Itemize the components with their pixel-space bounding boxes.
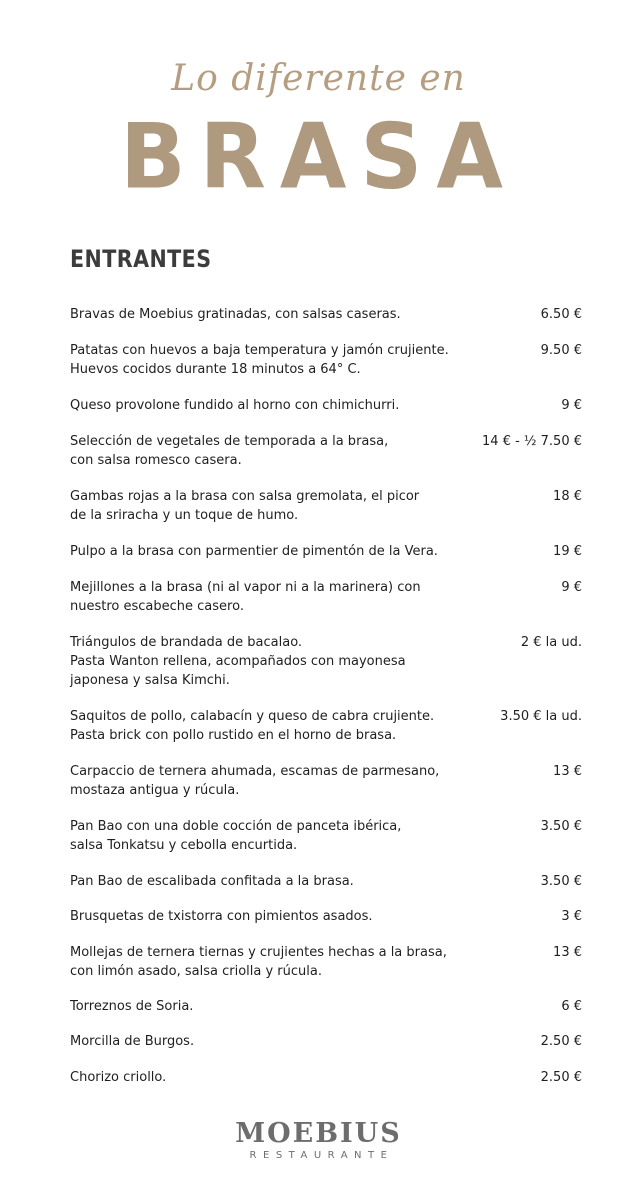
menu-item-description bbox=[70, 817, 470, 855]
menu-item-line: Mollejas de ternera tiernas y crujientes hechas a la brasa, bbox=[70, 945, 447, 960]
menu-item-line: Gambas rojas a la brasa con salsa gremolata, el picor bbox=[70, 489, 420, 504]
menu-item-description bbox=[70, 432, 470, 470]
menu-item-line: Brusquetas de txistorra con pimientos asados. bbox=[70, 909, 373, 924]
menu-item-price: 6.50 € bbox=[540, 307, 582, 322]
menu-item-line: con limón asado, salsa criolla y rúcula. bbox=[70, 964, 322, 979]
menu-item bbox=[70, 578, 582, 616]
menu-item-description bbox=[70, 305, 470, 324]
menu-item-line: Pasta brick con pollo rustido en el horno de brasa. bbox=[70, 728, 397, 743]
menu-item-line: de la sriracha y un toque de humo. bbox=[70, 508, 299, 523]
menu-item-line: Pan Bao de escalibada confitada a la brasa. bbox=[70, 874, 354, 889]
menu-item bbox=[70, 817, 582, 855]
menu-item-description bbox=[70, 396, 470, 415]
menu-item-line: Morcilla de Burgos. bbox=[70, 1034, 195, 1049]
menu-item-line: Patatas con huevos a baja temperatura y jamón crujiente. bbox=[70, 343, 449, 358]
menu-item bbox=[70, 432, 582, 470]
menu-item-description bbox=[70, 578, 470, 616]
menu-item bbox=[70, 872, 582, 891]
menu-item-line: Pulpo a la brasa con parmentier de pimentón de la Vera. bbox=[70, 544, 438, 559]
menu-item-description bbox=[70, 341, 470, 379]
menu-list bbox=[70, 305, 582, 1087]
menu-item-line: Huevos cocidos durante 18 minutos a 64° C. bbox=[70, 362, 361, 377]
menu-item-description bbox=[70, 907, 470, 926]
restaurant-logo: MOEBIUS bbox=[235, 1118, 402, 1149]
menu-item-description bbox=[70, 872, 470, 891]
menu-item-line: Pan Bao con una doble cocción de panceta ibérica, bbox=[70, 819, 402, 834]
menu-item-price: 13 € bbox=[553, 945, 582, 960]
menu-item bbox=[70, 542, 582, 561]
menu-item bbox=[70, 305, 582, 324]
menu-item-description bbox=[70, 1032, 470, 1051]
menu-item-price: 9 € bbox=[561, 398, 582, 413]
menu-item-price: 13 € bbox=[553, 764, 582, 779]
menu-item-description bbox=[70, 542, 470, 561]
menu-item-description bbox=[70, 487, 470, 525]
menu-item-price: 3 € bbox=[561, 909, 582, 924]
menu-item-price: 3.50 € bbox=[540, 874, 582, 889]
menu-item-description bbox=[70, 1068, 470, 1087]
menu-item bbox=[70, 396, 582, 415]
menu-item bbox=[70, 907, 582, 926]
menu-header bbox=[0, 55, 637, 210]
menu-item-line: Pasta Wanton rellena, acompañados con mayonesa bbox=[70, 654, 406, 669]
menu-item bbox=[70, 341, 582, 379]
menu-item-line: Mejillones a la brasa (ni al vapor ni a la marinera) con bbox=[70, 580, 421, 595]
menu-item-line: Saquitos de pollo, calabacín y queso de cabra crujiente. bbox=[70, 709, 435, 724]
menu-item bbox=[70, 762, 582, 800]
menu-item-price: 19 € bbox=[553, 544, 582, 559]
menu-item-description bbox=[70, 943, 470, 981]
main-title: BRASA bbox=[120, 104, 517, 210]
menu-item-description bbox=[70, 997, 470, 1016]
menu-item-line: Bravas de Moebius gratinadas, con salsas caseras. bbox=[70, 307, 401, 322]
menu-item bbox=[70, 997, 582, 1016]
footer-logo bbox=[0, 1118, 637, 1161]
menu-item-description bbox=[70, 633, 470, 690]
section-title: ENTRANTES bbox=[70, 245, 212, 273]
menu-item-description bbox=[70, 707, 470, 745]
menu-item-price: 2.50 € bbox=[540, 1070, 582, 1085]
script-title: Lo diferente en bbox=[171, 58, 466, 99]
menu-item bbox=[70, 943, 582, 981]
menu-item-line: Queso provolone fundido al horno con chimichurri. bbox=[70, 398, 400, 413]
menu-item bbox=[70, 1068, 582, 1087]
menu-item-line: Triángulos de brandada de bacalao. bbox=[70, 635, 303, 650]
menu-item bbox=[70, 633, 582, 690]
menu-item-line: japonesa y salsa Kimchi. bbox=[70, 673, 230, 688]
menu-item-price: 9.50 € bbox=[540, 343, 582, 358]
menu-item-line: Selección de vegetales de temporada a la brasa, bbox=[70, 434, 389, 449]
menu-item-price: 3.50 € bbox=[540, 819, 582, 834]
menu-item-line: salsa Tonkatsu y cebolla encurtida. bbox=[70, 838, 298, 853]
menu-item-line: con salsa romesco casera. bbox=[70, 453, 242, 468]
menu-item-line: mostaza antigua y rúcula. bbox=[70, 783, 240, 798]
menu-item-line: Chorizo criollo. bbox=[70, 1070, 167, 1085]
menu-item-price: 18 € bbox=[553, 489, 582, 504]
menu-item-line: Torreznos de Soria. bbox=[70, 999, 194, 1014]
restaurant-subtitle: RESTAURANTE bbox=[249, 1150, 394, 1161]
menu-item-line: Carpaccio de ternera ahumada, escamas de parmesano, bbox=[70, 764, 440, 779]
menu-item-price: 6 € bbox=[561, 999, 582, 1014]
menu-item bbox=[70, 487, 582, 525]
menu-item-description bbox=[70, 762, 470, 800]
menu-item-price: 14 € - ½ 7.50 € bbox=[482, 434, 582, 449]
menu-item-price: 9 € bbox=[561, 580, 582, 595]
menu-item-price: 3.50 € la ud. bbox=[500, 709, 582, 724]
menu-item-line: nuestro escabeche casero. bbox=[70, 599, 244, 614]
menu-item bbox=[70, 1032, 582, 1051]
menu-item-price: 2 € la ud. bbox=[520, 635, 582, 650]
menu-item-price: 2.50 € bbox=[540, 1034, 582, 1049]
menu-item bbox=[70, 707, 582, 745]
